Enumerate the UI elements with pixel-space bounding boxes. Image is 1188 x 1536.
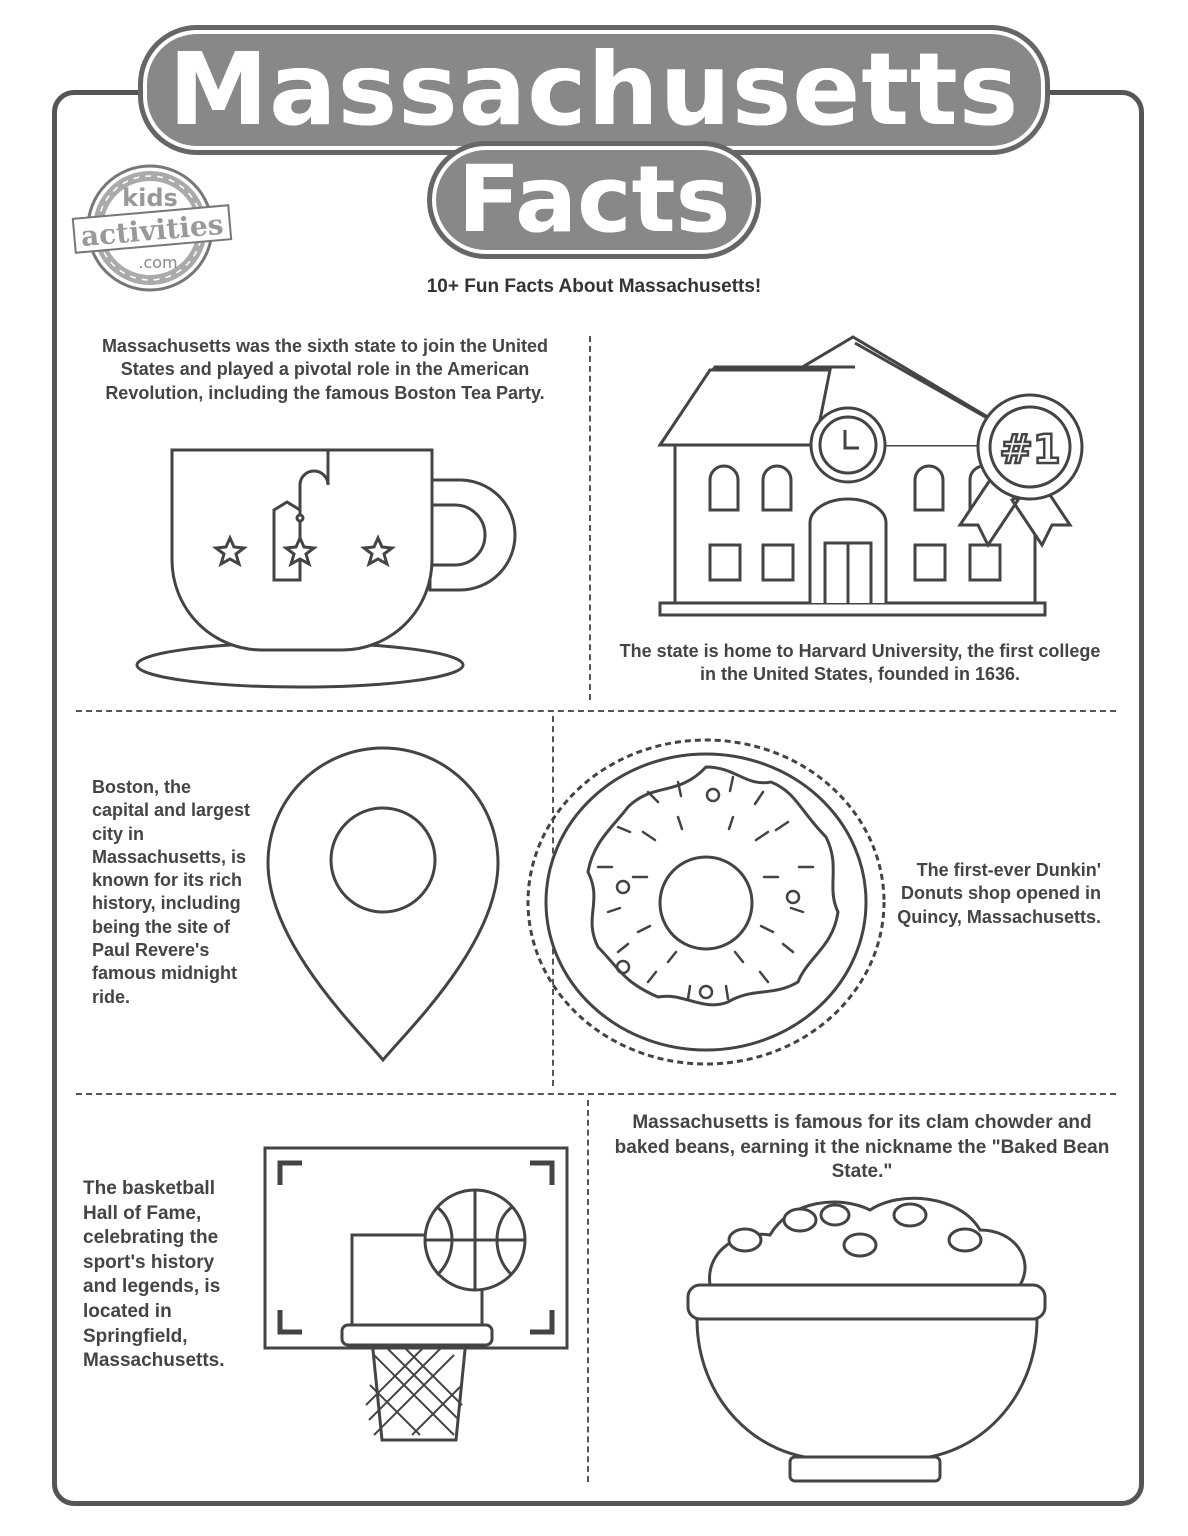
divider xyxy=(589,336,591,700)
school-building-icon xyxy=(655,335,1105,620)
svg-text:.com: .com xyxy=(138,253,178,272)
fact-6: Massachusetts is famous for its clam chowder and baked beans, earning it the nickname the "Baked Bean State." xyxy=(614,1112,1110,1183)
kids-activities-logo xyxy=(72,160,232,295)
fact-3: Boston, the capital and largest city in Massachusetts, is known for its rich history, including being the site of Paul Revere's famous midnight ride. xyxy=(92,777,251,1007)
subtitle: 10+ Fun Facts About Massachusetts! xyxy=(426,276,762,297)
svg-text:#1: #1 xyxy=(999,427,1061,473)
divider xyxy=(76,1093,1116,1095)
fact-5: The basketball Hall of Fame, celebrating the sport's history and legends, is located in Springfield, Massachusetts. xyxy=(83,1178,225,1372)
map-pin-icon xyxy=(263,745,503,1065)
teacup-icon xyxy=(130,440,520,700)
fact-1: Massachusetts was the sixth state to join the United States and played a pivotal role in the American Revolution, including the famous Boston Tea Party. xyxy=(101,336,549,403)
divider xyxy=(587,1100,589,1482)
fact-4: The first-ever Dunkin' Donuts shop opened in Quincy, Massachusetts. xyxy=(897,860,1101,927)
donut-icon xyxy=(528,737,888,1067)
title-line-2: Facts xyxy=(0,150,1188,250)
divider xyxy=(76,710,1116,712)
svg-text:kids: kids xyxy=(122,184,178,212)
svg-text:activities: activities xyxy=(79,207,225,254)
basketball-hoop-icon xyxy=(262,1145,572,1475)
title-line-1: Massachusetts xyxy=(0,34,1188,146)
baked-beans-bowl-icon xyxy=(685,1195,1050,1485)
fact-2: The state is home to Harvard University, the first college in the United States, founded in 1636. xyxy=(619,641,1101,685)
